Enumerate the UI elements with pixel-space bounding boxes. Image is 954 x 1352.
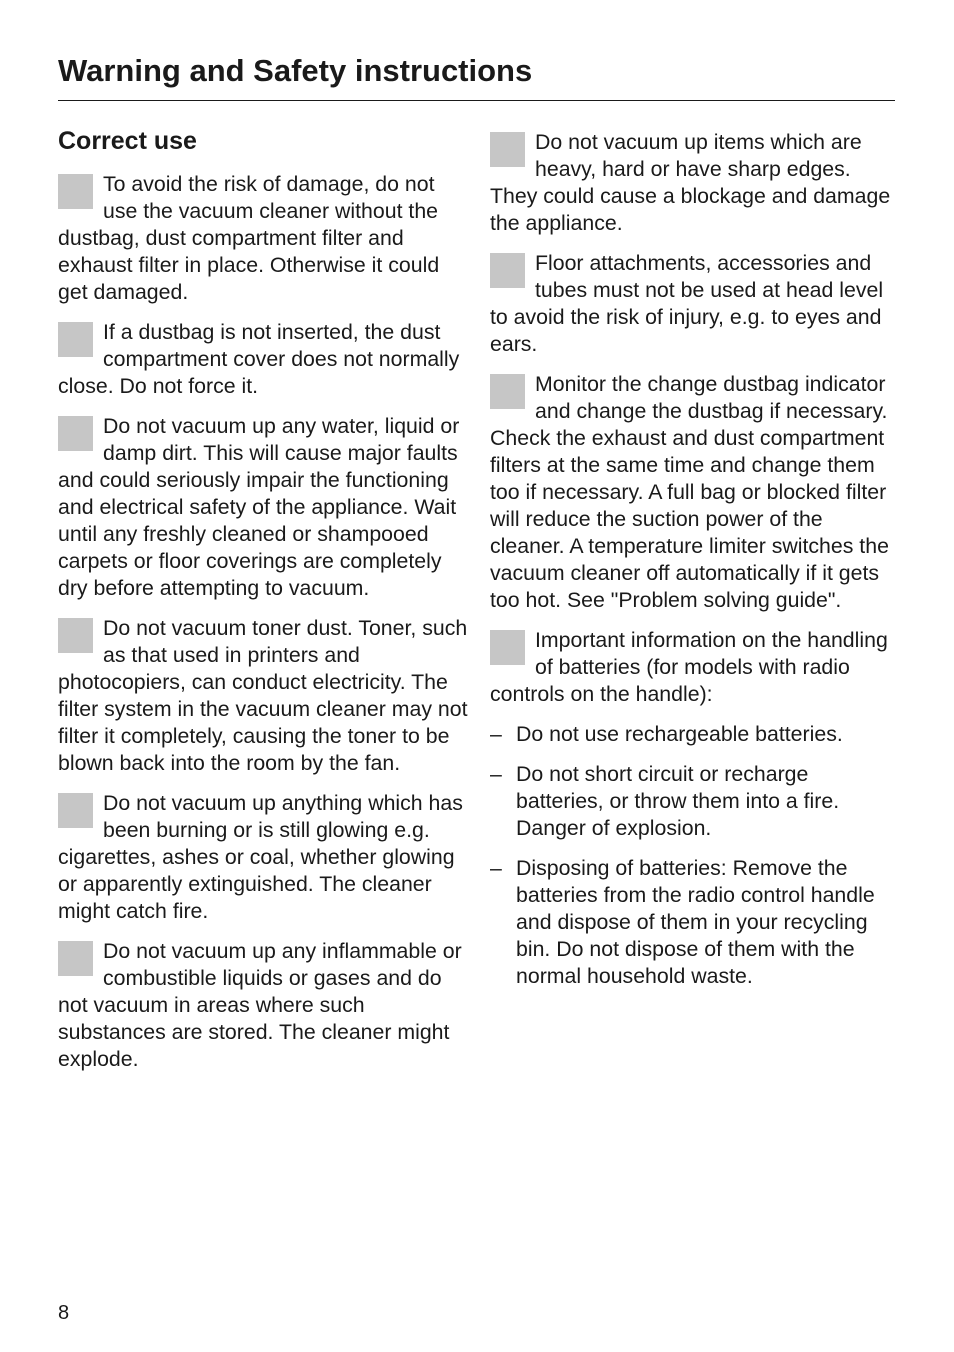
warning-text: Do not vacuum up items which are heavy, hard or have sharp edges. They could cause a blockage and damage the appliance. bbox=[490, 130, 891, 235]
left-column bbox=[58, 126, 468, 1086]
battery-list-item bbox=[490, 855, 900, 990]
warning-paragraph bbox=[58, 171, 468, 306]
warning-marker-icon bbox=[490, 253, 525, 288]
right-column bbox=[490, 129, 900, 1003]
warning-marker-icon bbox=[58, 174, 93, 209]
warning-paragraph bbox=[58, 790, 468, 925]
warning-text: Monitor the change dustbag indicator and change the dustbag if necessary. Check the exhaust and dust compartment filters at the same time and change them too if necessary. A full bag or blocked filter will reduce the suction power of the cleaner. A temperature limiter switches the vacuum cleaner off automatically if it gets too hot. See "Problem solving guide". bbox=[490, 372, 889, 612]
warning-text: Floor attachments, accessories and tubes must not be used at head level to avoid the risk of injury, e.g. to eyes and ears. bbox=[490, 251, 884, 356]
dash-bullet-icon: – bbox=[490, 762, 502, 786]
page-title: Warning and Safety instructions bbox=[58, 53, 533, 88]
warning-text: Do not vacuum up any inflammable or combustible liquids or gases and do not vacuum in areas where such substances are stored. The cleaner might explode. bbox=[58, 939, 462, 1071]
warning-text: Important information on the handling of batteries (for models with radio controls on the handle): bbox=[490, 628, 888, 706]
warning-marker-icon bbox=[58, 322, 93, 357]
title-divider bbox=[58, 100, 895, 101]
battery-item-text: Do not short circuit or recharge batteries, or throw them into a fire. Danger of explosion. bbox=[516, 762, 840, 840]
warning-paragraph bbox=[490, 129, 900, 237]
warning-marker-icon bbox=[58, 618, 93, 653]
warning-paragraph bbox=[58, 615, 468, 777]
warning-paragraph bbox=[58, 413, 468, 602]
warning-paragraph bbox=[58, 938, 468, 1073]
warning-paragraph bbox=[490, 250, 900, 358]
warning-paragraph bbox=[490, 371, 900, 614]
warning-paragraph bbox=[58, 319, 468, 400]
warning-marker-icon bbox=[490, 630, 525, 665]
section-heading: Correct use bbox=[58, 127, 197, 155]
battery-list-item bbox=[490, 721, 900, 748]
warning-paragraph bbox=[490, 627, 900, 708]
warning-marker-icon bbox=[58, 793, 93, 828]
warning-marker-icon bbox=[490, 374, 525, 409]
warning-text: Do not vacuum up anything which has been burning or is still glowing e.g. cigarettes, ashes or coal, whether glowing or apparently extinguished. The cleaner might catch fire. bbox=[58, 791, 463, 923]
battery-list-item bbox=[490, 761, 900, 842]
warning-text: Do not vacuum toner dust. Toner, such as that used in printers and photocopiers, can conduct electricity. The filter system in the vacuum cleaner may not filter it completely, causing the toner to be blown back into the room by the fan. bbox=[58, 616, 468, 775]
warning-marker-icon bbox=[58, 941, 93, 976]
warning-marker-icon bbox=[490, 132, 525, 167]
page-number: 8 bbox=[58, 1302, 70, 1324]
warning-marker-icon bbox=[58, 416, 93, 451]
warning-text: If a dustbag is not inserted, the dust compartment cover does not normally close. Do not force it. bbox=[58, 320, 460, 398]
dash-bullet-icon: – bbox=[490, 856, 502, 880]
warning-text: To avoid the risk of damage, do not use the vacuum cleaner without the dustbag, dust compartment filter and exhaust filter in place. Otherwise it could get damaged. bbox=[58, 172, 440, 304]
warning-text: Do not vacuum up any water, liquid or damp dirt. This will cause major faults and could seriously impair the functioning and electrical safety of the appliance. Wait until any freshly cleaned or shampooed carpets or floor coverings are completely dry before attempting to vacuum. bbox=[58, 414, 460, 600]
battery-item-text: Disposing of batteries: Remove the batteries from the radio control handle and dispose of them in your recycling bin. Do not dispose of them with the normal household waste. bbox=[516, 856, 875, 988]
dash-bullet-icon: – bbox=[490, 722, 502, 746]
battery-item-text: Do not use rechargeable batteries. bbox=[516, 722, 843, 746]
